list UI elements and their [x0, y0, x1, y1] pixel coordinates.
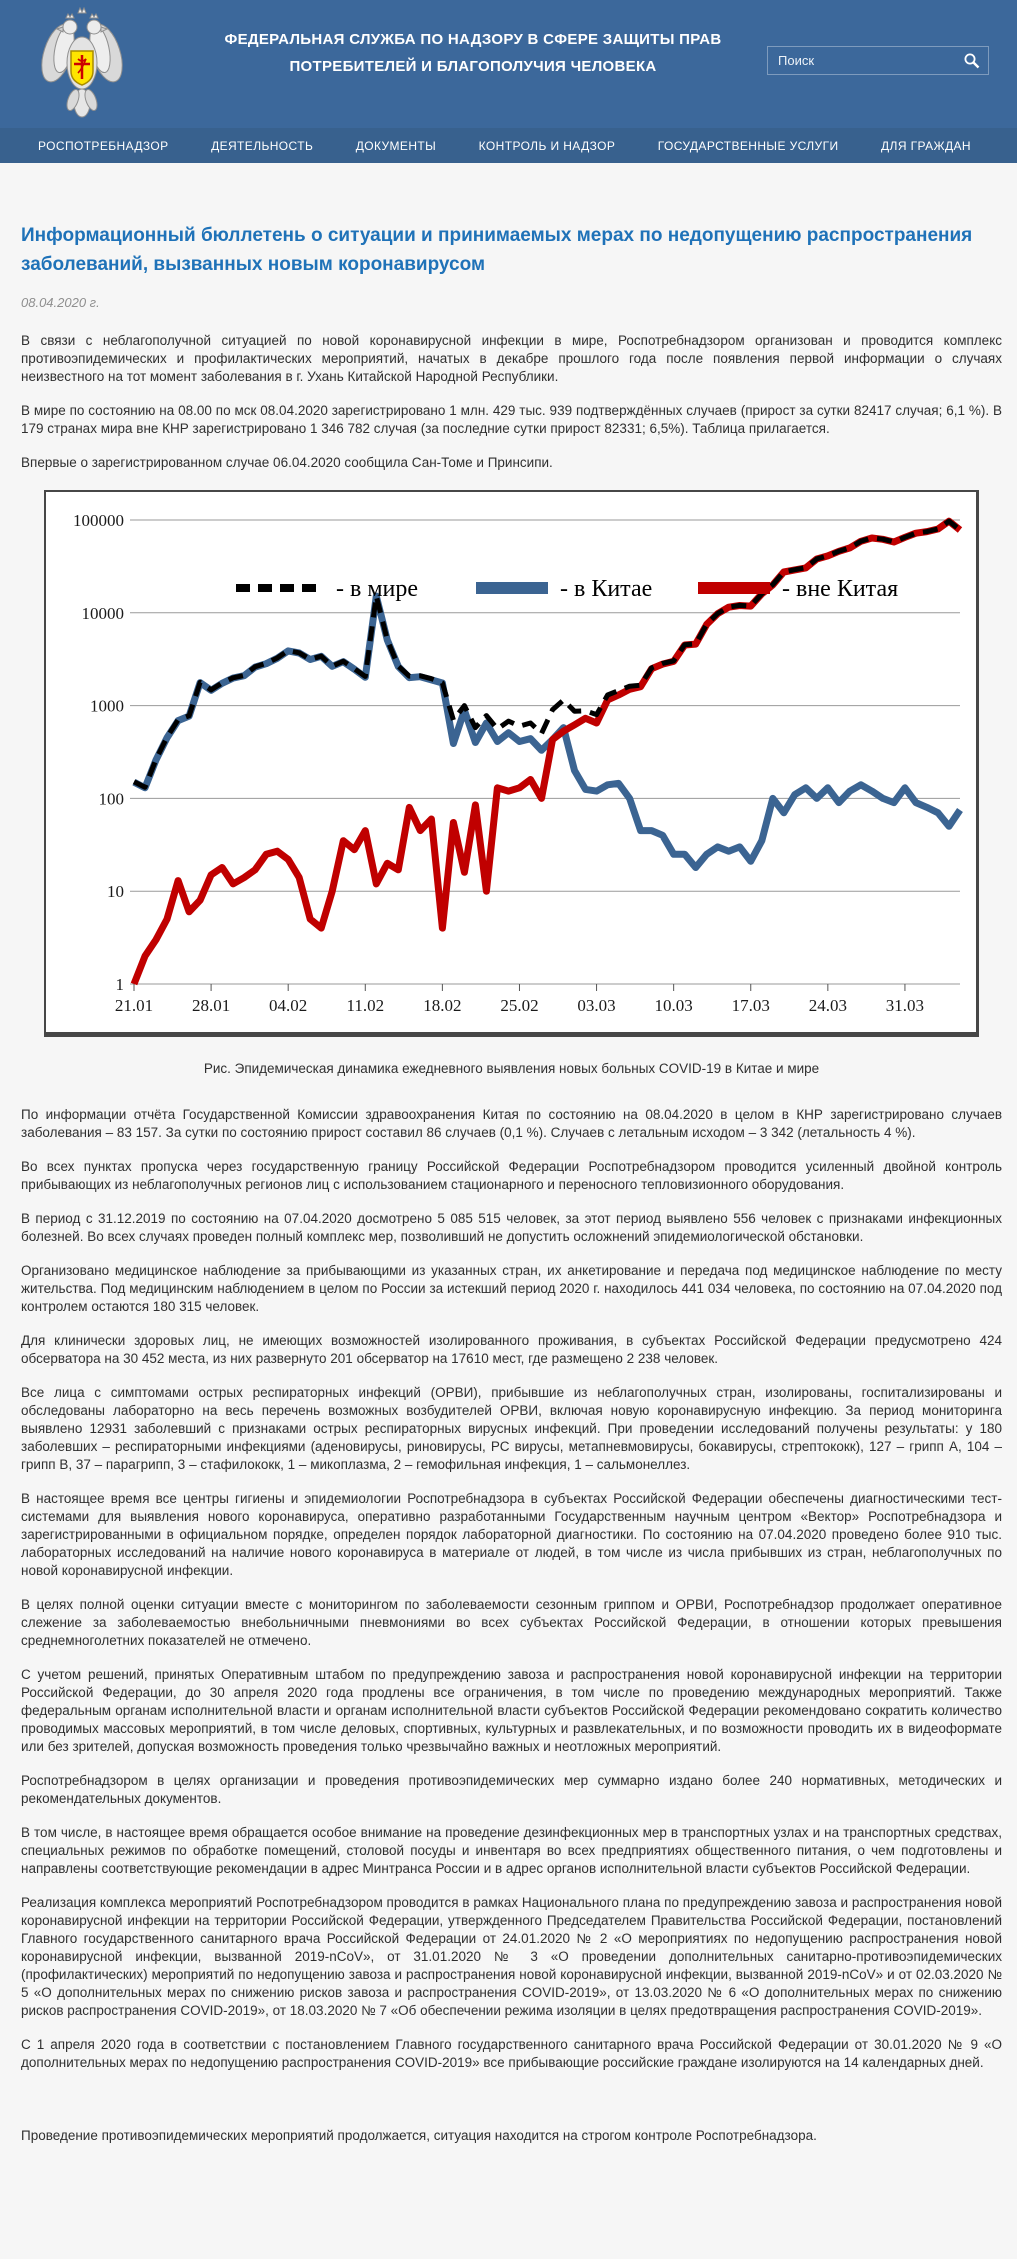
article-paragraph: Для клинически здоровых лиц, не имеющих возможностей изолированного проживания, в субъектах Российской Федерации предусмотрено 424 обсерватора на 30 452 места, из них развернуто 201 обсерватор на 17610 мест, где размещено 2 238 человек. — [21, 1333, 1002, 1366]
nav-item[interactable]: ДЕЯТЕЛЬНОСТЬ — [211, 138, 314, 153]
search-box — [767, 46, 989, 75]
svg-text:100000: 100000 — [73, 511, 124, 530]
svg-text:24.03: 24.03 — [808, 996, 847, 1015]
nav-item[interactable]: ГОСУДАРСТВЕННЫЕ УСЛУГИ — [657, 138, 839, 153]
article-paragraph: В период с 31.12.2019 по состоянию на 07.04.2020 досмотрено 5 085 515 человек, за этот период выявлено 556 человек с признаками инфекционных болезней. Во всех случаях проведен полный комплекс мер, позволивший не допустить осложнений эпидемиологической обстановки. — [21, 1211, 1002, 1244]
svg-text:03.03: 03.03 — [577, 996, 616, 1015]
site-title-line1: ФЕДЕРАЛЬНАЯ СЛУЖБА ПО НАДЗОРУ В СФЕРЕ ЗАЩИТЫ ПРАВ — [224, 31, 722, 48]
site-title-line2: ПОТРЕБИТЕЛЕЙ И БЛАГОПОЛУЧИЯ ЧЕЛОВЕКА — [289, 58, 657, 75]
nav-item[interactable]: ДЛЯ ГРАЖДАН — [881, 138, 971, 153]
svg-text:- в Китае: - в Китае — [560, 576, 653, 602]
svg-text:10: 10 — [107, 882, 124, 902]
svg-text:28.01: 28.01 — [191, 996, 231, 1015]
article-paragraph: Впервые о зарегистрированном случае 06.04.2020 сообщила Сан-Томе и Принсипи. — [21, 455, 553, 470]
svg-text:25.02: 25.02 — [500, 996, 539, 1015]
svg-text:31.03: 31.03 — [885, 996, 925, 1015]
article-paragraph: По информации отчёта Государственной Комиссии здравоохранения Китая по состоянию на 08.04.2020 в целом в КНР зарегистрировано случаев заболевания – 83 157. За сутки по состоянию прирост составил 86 случаев (0,1 %). Случаев с летальным исходом – 3 342 (летальность 4 %). — [21, 1107, 1002, 1140]
site-header — [0, 0, 1017, 128]
article-paragraph: Все лица с симптомами острых респираторных инфекций (ОРВИ), прибывшие из неблагополучных стран, изолированы, госпитализированы и обследованы лабораторно на весь перечень возможных возбудителей ОРВИ, включая новую коронавирусную инфекцию. За период мониторинга выявлено 12931 заболевший с признаками острых респираторных вирусных инфекций. При проведении исследований получены результаты: у 180 заболевших – респираторными инфекциями (аденовирусы, риновирусы, РС вирусы, метапневмовирусы, бокавирусы, стрептококк), 127 – грипп А, 104 – грипп В, 37 – парагрипп, 3 – стафилококк, 1 – микоплазма, 2 – гемофильная инфекция, 1 – сальмонеллез. — [21, 1385, 1002, 1472]
svg-text:21.01: 21.01 — [114, 996, 154, 1015]
svg-text:11.02: 11.02 — [346, 996, 385, 1015]
svg-text:10.03: 10.03 — [654, 996, 693, 1015]
article-paragraph: Организовано медицинское наблюдение за прибывающими из указанных стран, их анкетирование и передача под медицинское наблюдение по месту жительства. Под медицинским наблюдением в целом по России за истекший период 2020 г. находилось 441 034 человека, по состоянию на 07.04.2020 под контролем остаются 180 315 человек. — [21, 1263, 1002, 1314]
article-paragraph: В связи с неблагополучной ситуацией по новой коронавирусной инфекции в мире, Роспотребнадзором организован и проводится комплекс противоэпидемических и профилактических мероприятий, начатых в декабре прошлого года после появления первой информации о случаях неизвестного на тот момент заболевания в г. Ухань Китайской Народной Республики. — [21, 333, 1002, 384]
coat-of-arms-logo[interactable] — [40, 7, 124, 119]
page-title: Информационный бюллетень о ситуации и принимаемых мерах по недопущению распространения заболеваний, вызванных новым коронавирусом — [21, 225, 973, 275]
svg-text:1000: 1000 — [90, 696, 124, 716]
main-nav — [0, 128, 1017, 163]
article-paragraph: В мире по состоянию на 08.00 по мск 08.04.2020 зарегистрировано 1 млн. 429 тыс. 939 подтверждённых случаев (прирост за сутки 82417 случая; 6,1 %). В 179 странах мира вне КНР зарегистрировано 1 346 782 случая (за последние сутки прирост 82331; 6,5%). Таблица прилагается. — [21, 403, 1002, 436]
svg-text:10000: 10000 — [81, 603, 124, 623]
epidemic-chart — [44, 490, 979, 1037]
article-paragraph: С учетом решений, принятых Оперативным штабом по предупреждению завоза и распространения новой коронавирусной инфекции на территории Российской Федерации, до 30 апреля 2020 года продлены все ограничения, в том числе по проведению международных мероприятий. Также федеральным органам исполнительной власти и органам исполнительной власти субъектов Российской Федерации рекомендовано сократить количество проводимых массовых мероприятий, в том числе деловых, спортивных, культурных и развлекательных, и по возможности проводить их в видеоформате или без зрителей, допуская возможность проведения только чрезвычайно важных и неотложных мероприятий. — [21, 1667, 1002, 1754]
site-title — [218, 26, 728, 80]
article-date: 08.04.2020 г. — [21, 295, 100, 310]
double-eagle-emblem-icon — [40, 7, 124, 119]
nav-item[interactable]: ДОКУМЕНТЫ — [355, 138, 437, 153]
svg-text:- в мире: - в мире — [336, 576, 419, 602]
article-paragraph: С 1 апреля 2020 года в соответствии с постановлением Главного государственного санитарного врача Российской Федерации от 30.01.2020 № 9 «О дополнительных мерах по недопущению распространения COVID-2019» все прибывающие российские граждане изолируются на 14 календарных дней. — [21, 2037, 1002, 2070]
search-button[interactable] — [963, 52, 988, 69]
article-paragraph: Роспотребнадзором в целях организации и проведения противоэпидемических мер суммарно издано более 240 нормативных, методических и рекомендательных документов. — [21, 1773, 1002, 1806]
article — [0, 221, 1017, 2173]
article-paragraph: Реализация комплекса мероприятий Роспотребнадзором проводится в рамках Национального плана по предупреждению завоза и распространения новой коронавирусной инфекции на территории Российской Федерации, утвержденного Председателем Правительства Российской Федерации, постановлений Главного государственного санитарного врача Российской Федерации от 24.01.2020 № 2 «О мероприятиях по недопущению распространения новой коронавирусной инфекции, вызванной 2019-nCoV», от 31.01.2020 № 3 «О проведении дополнительных санитарно-противоэпидемических (профилактических) мероприятий по недопущению завоза и распространения новой коронавирусной инфекции, вызванной 2019-nCoV» и от 02.03.2020 № 5 «О дополнительных мерах по снижению рисков завоза и распространения COVID-2019», от 13.03.2020 № 6 «О дополнительных мерах по снижению рисков распространения COVID-2019», от 18.03.2020 № 7 «Об обеспечении режима изоляции в целях предотвращения распространения COVID-2019». — [21, 1895, 1002, 2018]
search-icon — [963, 52, 980, 69]
paragraphs-after-chart — [21, 1106, 1002, 2072]
svg-text:04.02: 04.02 — [269, 996, 308, 1015]
search-input[interactable] — [768, 53, 963, 68]
paragraphs-before-chart — [21, 332, 1002, 472]
epidemic-dynamics-log-chart — [46, 492, 976, 1032]
nav-item[interactable]: КОНТРОЛЬ И НАДЗОР — [478, 138, 616, 153]
article-paragraph: В настоящее время все центры гигиены и эпидемиологии Роспотребнадзора в субъектах Российской Федерации обеспечены диагностическими тест-системами для выявления нового коронавируса, оперативно разработанными Государственным научным центром «Вектор» Роспотребнадзора и зарегистрированными в официальном порядке, определен порядок лабораторной диагностики. По состоянию на 07.04.2020 проведено более 910 тыс. лабораторных исследований на наличие нового коронавируса в материале от людей, в том числе из числа прибывших из стран, неблагополучных по новой коронавирусной инфекции. — [21, 1491, 1002, 1578]
svg-text:100: 100 — [98, 789, 124, 809]
nav-item[interactable]: РОСПОТРЕБНАДЗОР — [38, 138, 169, 153]
article-paragraph: В целях полной оценки ситуации вместе с мониторингом по заболеваемости сезонным гриппом и ОРВИ, Роспотребнадзор продолжает оперативное слежение за заболеваемостью внебольничными пневмониями во всех субъектах Российской Федерации, в отношении которых превышения среднемноголетних показателей не отмечено. — [21, 1597, 1002, 1648]
article-paragraph: Во всех пунктах пропуска через государственную границу Российской Федерации Роспотребнадзором проводится усиленный двойной контроль прибывающих из неблагополучных регионов лиц с использованием стационарного и переносного тепловизионного оборудования. — [21, 1159, 1002, 1192]
svg-text:17.03: 17.03 — [731, 996, 770, 1015]
closing-paragraph: Проведение противоэпидемических мероприятий продолжается, ситуация находится на строгом контроле Роспотребнадзора. — [21, 2128, 817, 2143]
figure-caption: Рис. Эпидемическая динамика ежедневного выявления новых больных COVID-19 в Китае и мире — [203, 1061, 820, 1076]
article-paragraph: В том числе, в настоящее время обращается особое внимание на проведение дезинфекционных мер в транспортных узлах и на транспортных средствах, специальных режимов по обработке помещений, столовой посуды и инвентаря во всех предприятиях общественного питания, о чем подготовлены и направлены соответствующие рекомендации в адрес Минтранса России и в адрес органов исполнительной власти субъектов Российской Федерации. — [21, 1825, 1002, 1876]
svg-text:18.02: 18.02 — [423, 996, 462, 1015]
svg-text:1: 1 — [115, 975, 124, 994]
svg-text:- вне Китая: - вне Китая — [782, 576, 899, 602]
